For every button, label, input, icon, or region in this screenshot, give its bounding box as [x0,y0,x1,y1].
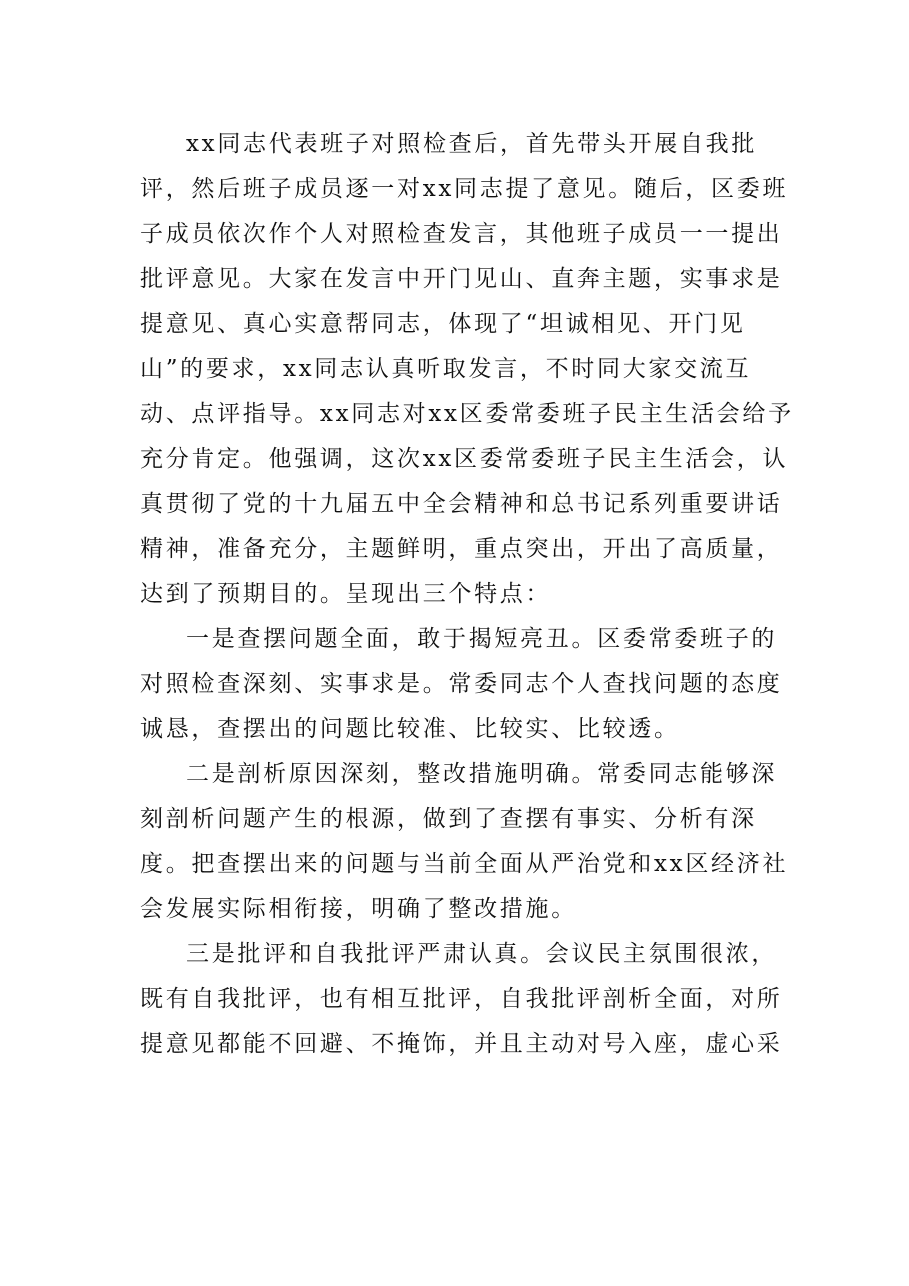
text-line: 达到了预期目的。呈现出三个特点： [140,581,552,607]
document-body [140,122,794,1067]
text-line: 山”的要求，xx同志认真听取发言，不时同大家交流互 [140,356,752,382]
text-line: 提意见都能不回避、不掩饰，并且主动对号入座，虚心采 [140,1031,783,1057]
text-line: 真贯彻了党的十九届五中全会精神和总书记系列重要讲话 [140,491,783,517]
text-line: 充分肯定。他强调，这次xx区委常委班子民主生活会，认 [140,446,789,472]
text-line: 三是批评和自我批评严肃认真。会议民主氛围很浓， [186,941,778,967]
paragraph-point-one [140,617,783,752]
text-line: 对照检查深刻、实事求是。常委同志个人查找问题的态度 [140,671,783,697]
paragraph-point-two [140,752,789,932]
text-line: 提意见、真心实意帮同志，体现了“坦诚相见、开门见 [140,311,746,337]
text-line: 度。把查摆出来的问题与当前全面从严治党和xx区经济社 [140,851,789,877]
text-line: 会发展实际相衔接，明确了整改措施。 [140,896,577,922]
text-line: xx同志代表班子对照检查后，首先带头开展自我批 [186,131,758,157]
text-line: 批评意见。大家在发言中开门见山、直奔主题，实事求是 [140,266,783,292]
text-line: 评，然后班子成员逐一对xx同志提了意见。随后，区委班 [140,176,789,202]
paragraph-point-three [140,932,783,1067]
text-line: 精神，准备充分，主题鲜明，重点突出，开出了高质量， [140,536,783,562]
text-line: 子成员依次作个人对照检查发言，其他班子成员一一提出 [140,221,783,247]
text-line: 动、点评指导。xx同志对xx区委常委班子民主生活会给予 [140,401,794,427]
text-line: 既有自我批评，也有相互批评，自我批评剖析全面，对所 [140,986,783,1012]
text-line: 刻剖析问题产生的根源，做到了查摆有事实、分析有深 [140,806,757,832]
text-line: 一是查摆问题全面，敢于揭短亮丑。区委常委班子的 [186,626,778,652]
text-line: 诚恳，查摆出的问题比较准、比较实、比较透。 [140,716,680,742]
text-line: 二是剖析原因深刻，整改措施明确。常委同志能够深 [186,761,778,787]
paragraph-summary [140,122,794,617]
